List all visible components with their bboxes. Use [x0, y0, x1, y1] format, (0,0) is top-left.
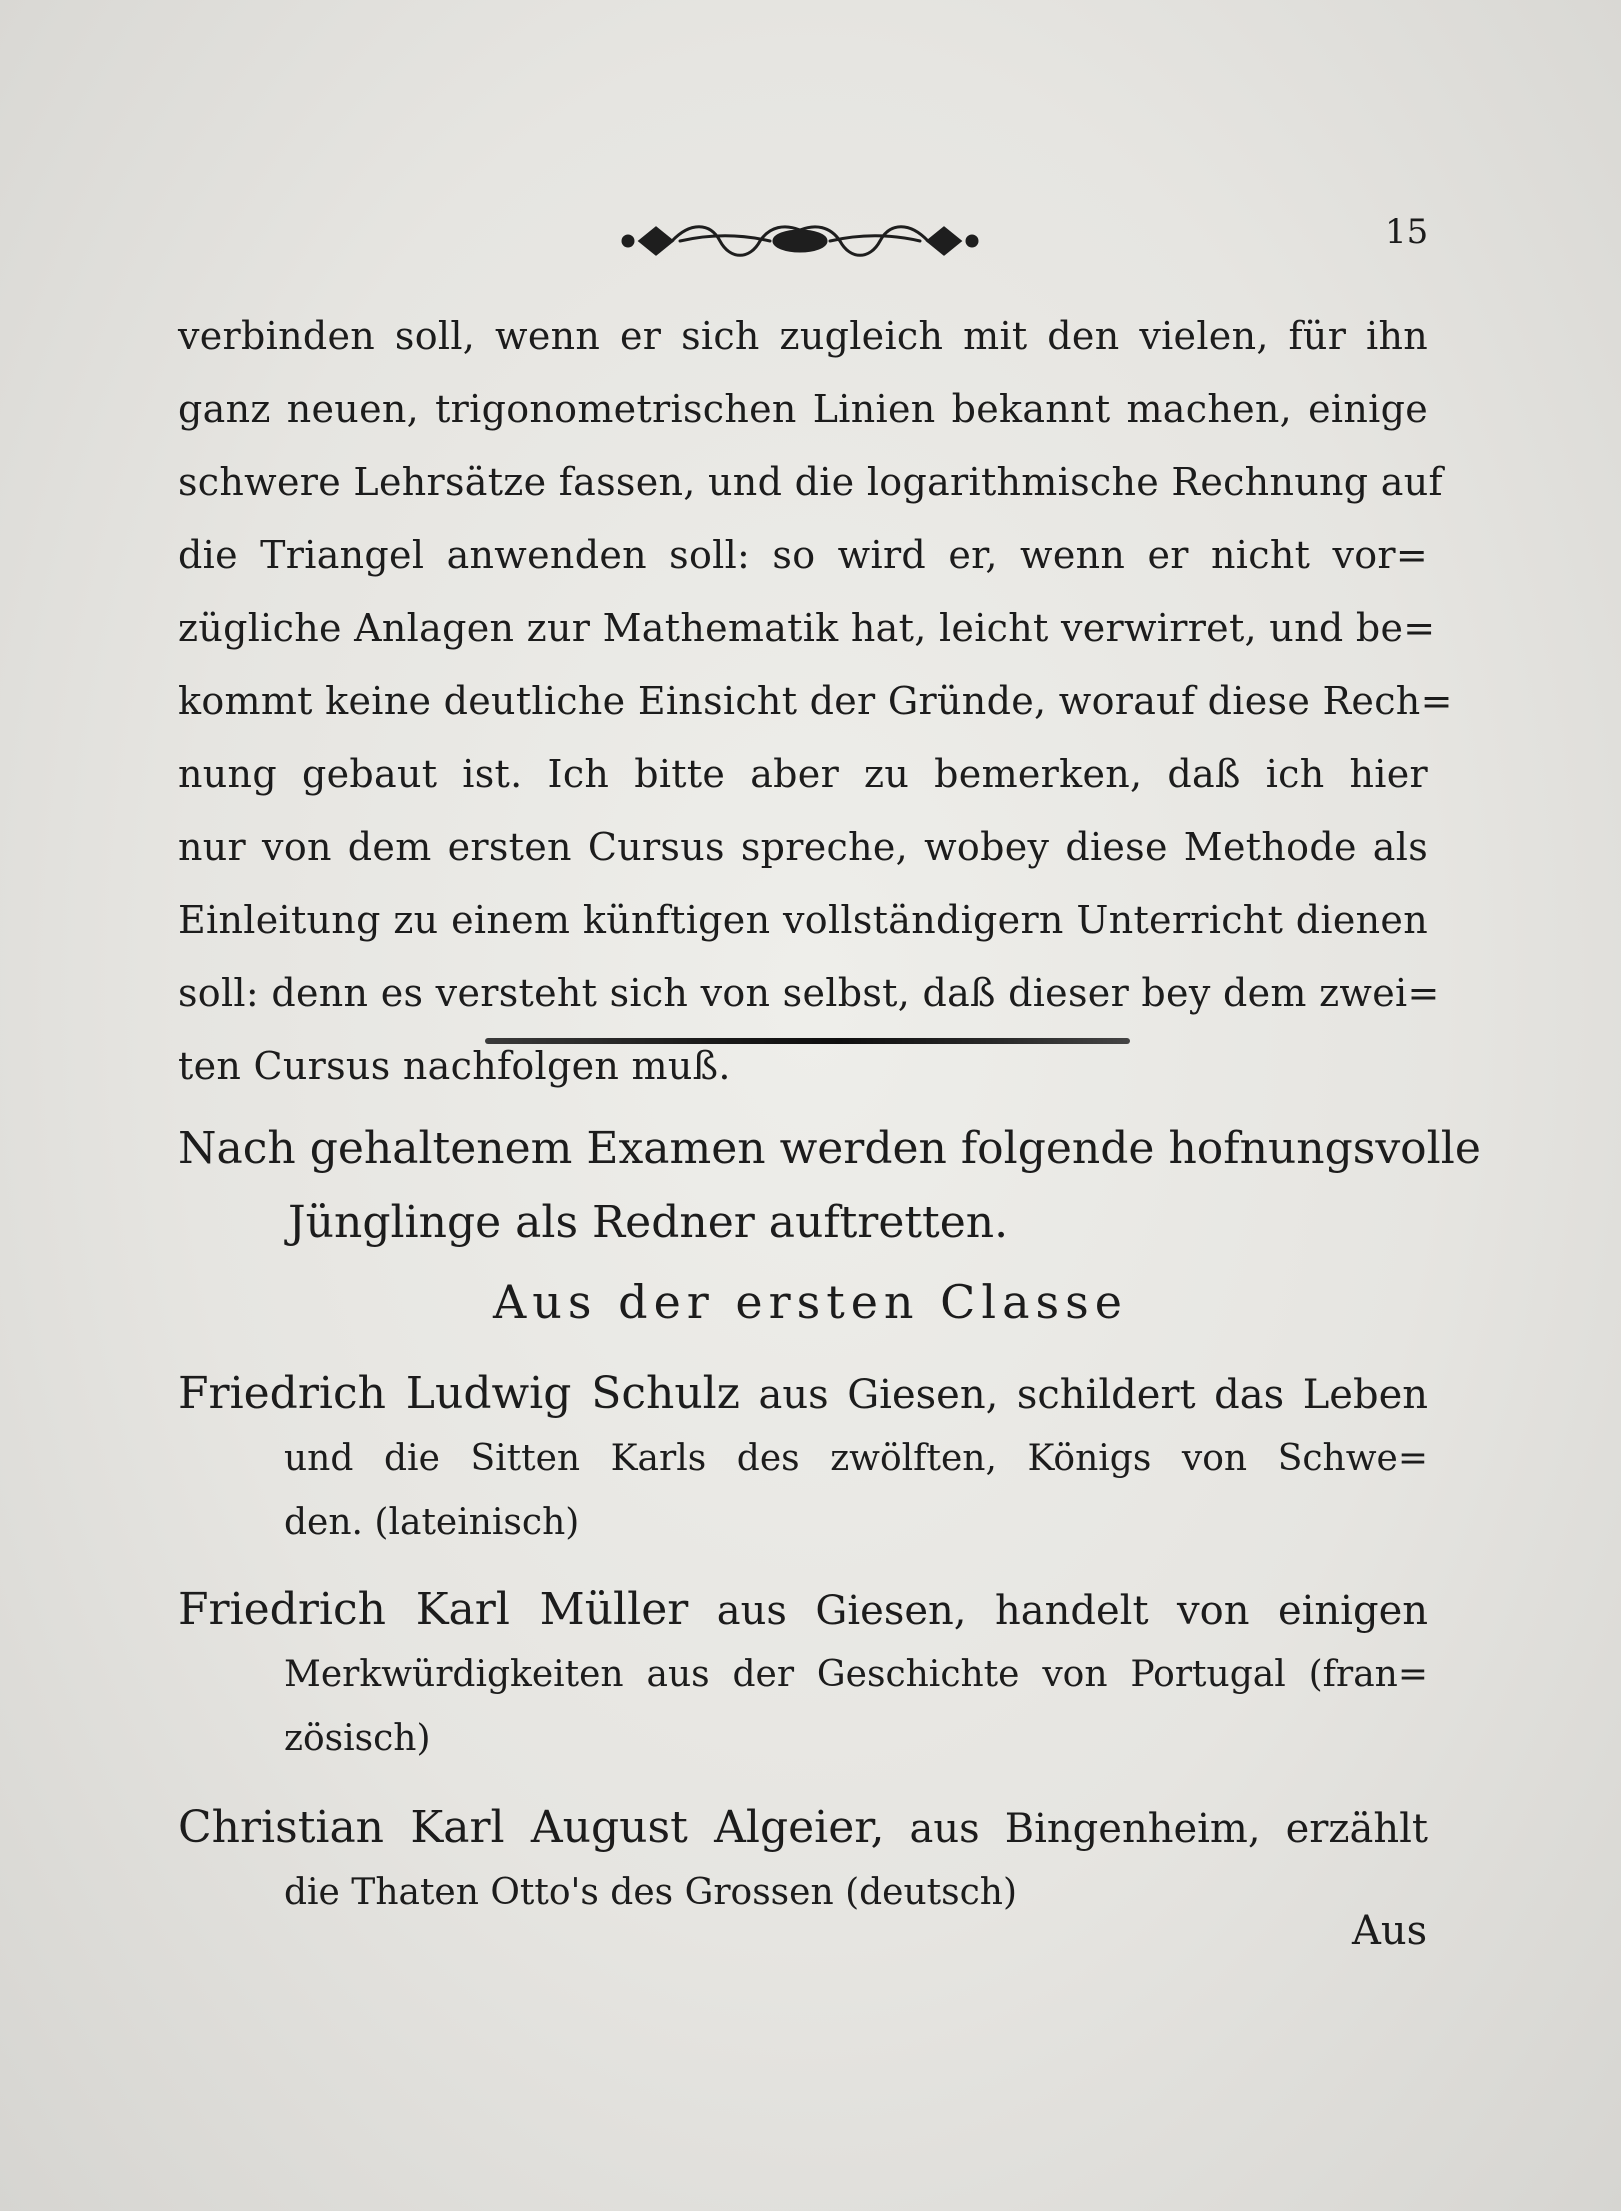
text-line: schwere Lehrsätze fassen, und die logarithmische Rechnung auf — [178, 460, 1443, 504]
speaker-topic: aus Giesen, handelt von einigen — [716, 1588, 1429, 1634]
speaker-name: Friedrich Karl Müller — [178, 1584, 689, 1635]
speaker-continuation: die Thaten Otto's des Grossen (deutsch) — [284, 1872, 1018, 1913]
text-line: Einleitung zu einem künftigen vollständigern Unterricht dienen — [178, 898, 1428, 942]
body-paragraph — [178, 300, 1453, 1103]
speaker-first-line — [178, 1362, 1428, 1427]
page-number: 15 — [1385, 212, 1429, 252]
speaker-continuation: zösisch) — [284, 1718, 431, 1759]
section-divider — [485, 1038, 1130, 1044]
announcement — [178, 1112, 1481, 1260]
text-line: nung gebaut ist. Ich bitte aber zu bemerken, daß ich hier — [178, 752, 1428, 796]
speaker-entry — [178, 1362, 1428, 1555]
text-line: die Triangel anwenden soll: so wird er, wenn er nicht vor= — [178, 533, 1428, 577]
decorative-ornament — [620, 212, 980, 270]
text-line: verbinden soll, wenn er sich zugleich mit den vielen, für ihn — [178, 314, 1428, 358]
catchword: Aus — [1352, 1908, 1428, 1954]
class-heading: Aus der ersten Classe — [493, 1275, 1128, 1329]
speaker-name: Christian Karl August Algeier, — [178, 1802, 885, 1853]
speaker-first-line — [178, 1796, 1428, 1861]
text-line: ten Cursus nachfolgen muß. — [178, 1044, 731, 1088]
speaker-entry — [178, 1578, 1428, 1771]
text-line: zügliche Anlagen zur Mathematik hat, leicht verwirret, und be= — [178, 606, 1436, 650]
text-line: soll: denn es versteht sich von selbst, daß dieser bey dem zwei= — [178, 971, 1440, 1015]
speaker-continuation: den. (lateinisch) — [284, 1502, 580, 1543]
text-line: kommt keine deutliche Einsicht der Gründe, worauf diese Rech= — [178, 679, 1453, 723]
speaker-continuation: und die Sitten Karls des zwölften, Königs von Schwe= — [284, 1438, 1428, 1479]
speaker-continuation: Merkwürdigkeiten aus der Geschichte von Portugal (fran= — [284, 1654, 1428, 1695]
announcement-line: Nach gehaltenem Examen werden folgende hofnungsvolle — [178, 1123, 1481, 1174]
speaker-first-line — [178, 1578, 1428, 1643]
text-line: nur von dem ersten Cursus spreche, wobey diese Methode als — [178, 825, 1428, 869]
speaker-topic: aus Giesen, schildert das Leben — [758, 1372, 1429, 1418]
speaker-name: Friedrich Ludwig Schulz — [178, 1368, 740, 1419]
speaker-topic: aus Bingenheim, erzählt — [909, 1806, 1428, 1852]
speaker-entry — [178, 1796, 1428, 1925]
announcement-line: Jünglinge als Redner auftretten. — [288, 1197, 1009, 1248]
text-line: ganz neuen, trigonometrischen Linien bekannt machen, einige — [178, 387, 1428, 431]
